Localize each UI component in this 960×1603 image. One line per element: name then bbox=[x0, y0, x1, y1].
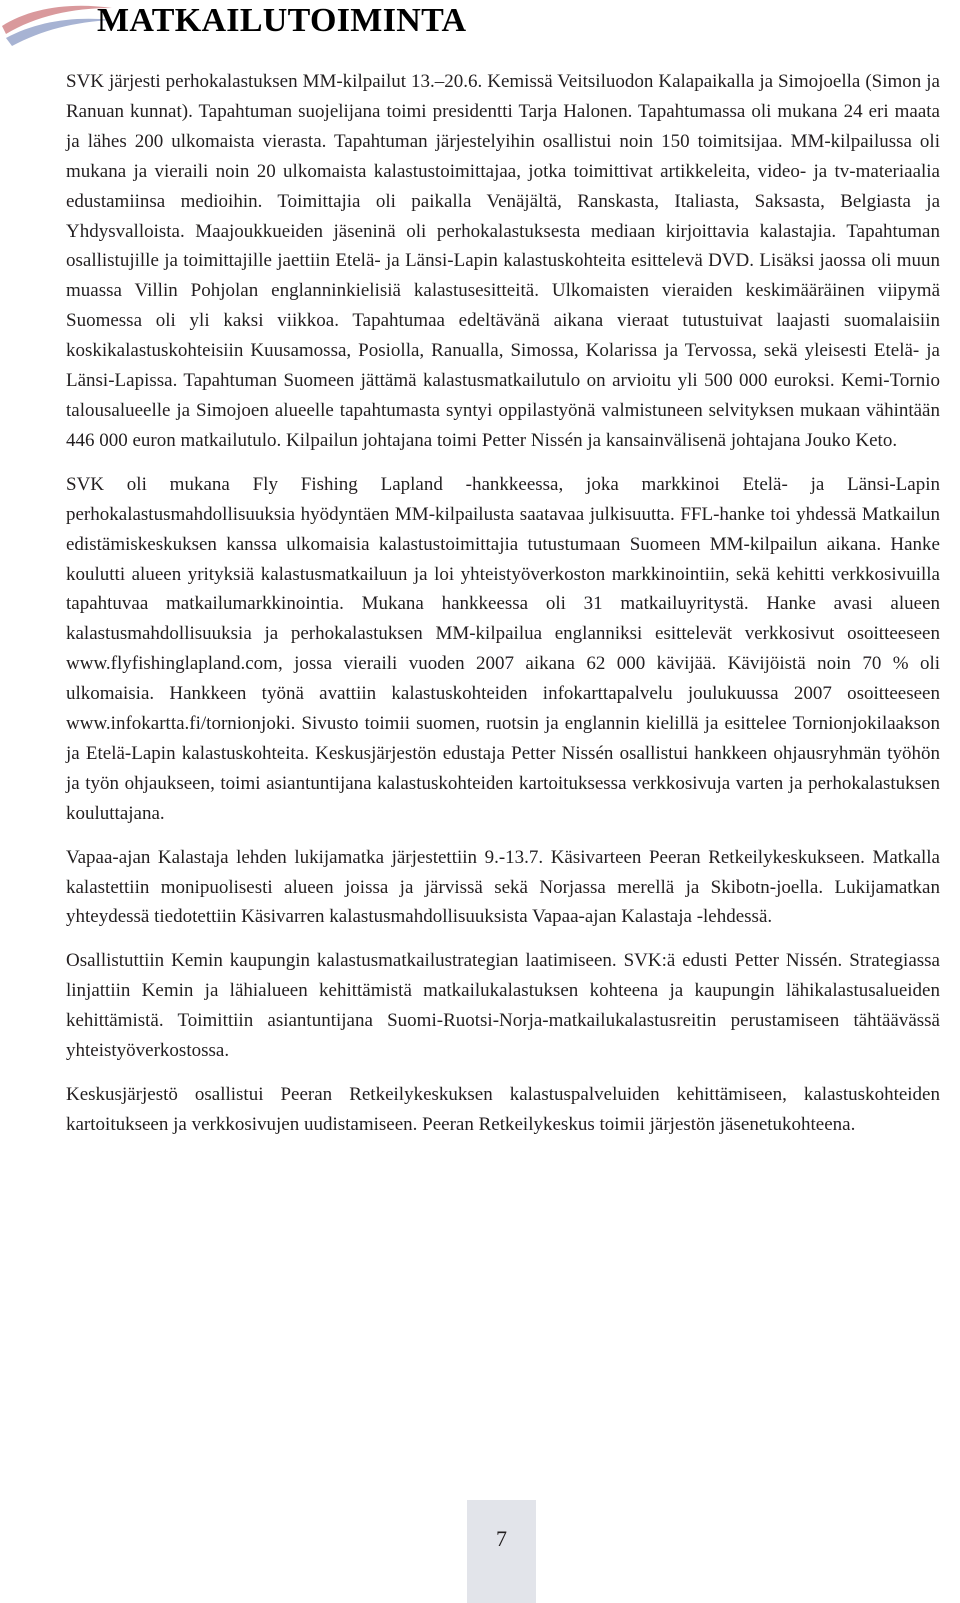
paragraph-fly-fishing-lapland: SVK oli mukana Fly Fishing Lapland -hankkeessa, joka markkinoi Etelä- ja Länsi-Lapin perhokalastusmahdollisuuksia hyödyntäen MM-kilpailusta saatavaa julkisuutta. FFL-hanke toi yhdessä Matkailun edistämiskeskuksen kanssa ulkomaisia kalastustoimittajia tutustumaan Suomeen MM-kilpailun aikana. Hanke koulutti alueen yrityksiä kalastusmatkailuun ja loi yhteistyöverkoston markkinointiin, sekä kehitti verkkosivuilla tapahtuvaa matkailumarkkinointia. Mukana hankkeessa oli 31 matkailuyritystä. Hanke avasi alueen kalastusmahdollisuuksia ja perhokalastuksen MM-kilpailua englanniksi esittelevät verkkosivut osoitteeseen www.flyfishinglapland.com, jossa vieraili vuoden 2007 aikana 62 000 kävijää. Kävijöistä noin 70 % oli ulkomaisia. Hankkeen työnä avattiin kalastuskohteiden infokarttapalvelu joulukuussa 2007 osoitteeseen www.infokartta.fi/tornionjoki. Sivusto toimii suomen, ruotsin ja englannin kielillä ja esittelee Tornionjokilaakson ja Etelä-Lapin kalastuskohteita. Keskusjärjestön edustaja Petter Nissén osallistui hankkeen ohjausryhmän työhön ja työn ohjaukseen, toimi asiantuntijana kalastuskohteiden kartoituksessa verkkosivuja varten ja perhokalastuksen kouluttajana. bbox=[66, 473, 940, 824]
page-number: 7 bbox=[496, 1526, 507, 1551]
page-number-box bbox=[467, 1500, 536, 1603]
paragraph-kemi-strategy: Osallistuttiin Kemin kaupungin kalastusmatkailustrategian laatimiseen. SVK:ä edusti Petter Nissén. Strategiassa linjattiin Kemin ja lähialueen kehittämistä matkailukalastuksen kohteena ja kaupungin lähikalastusalueiden kehittämistä. Toimittiin asiantuntijana Suomi-Ruotsi-Norja-matkailukalastusreitin perustamiseen tähtäävässä yhteistyöverkostossa. bbox=[66, 950, 940, 1062]
paragraph-world-championship: SVK järjesti perhokalastuksen MM-kilpailut 13.–20.6. Kemissä Veitsiluodon Kalapaikalla ja Simojoella (Simon ja Ranuan kunnat). Tapahtuman suojelijana toimi presidentti Tarja Halonen. Tapahtumassa oli mukana 24 eri maata ja lähes 200 ulkomaista vierasta. Tapahtuman järjestelyihin osallistui noin 150 toimitsijaa. MM-kilpailussa oli mukana ja vieraili noin 20 ulkomaista kalastustoimittajaa, jotka toimittivat artikkeleita, video- ja tv-materiaalia edustamiinsa medioihin. Toimittajia oli paikalla Venäjältä, Ranskasta, Italiasta, Saksasta, Belgiasta ja Yhdysvalloista. Maajoukkueiden jäseninä oli perhokalastuksesta mediaan kirjoittavia kalastajia. Tapahtuman osallistujille ja toimittajille jaettiin Etelä- ja Länsi-Lapin kalastuskohteita esittelevä DVD. Lisäksi jaossa oli muun muassa Villin Pohjolan englanninkielisiä kalastusesitteitä. Ulkomaisten vieraiden keskimääräinen viipymä Suomessa oli yli kaksi viikkoa. Tapahtumaa edeltävänä aikana vieraat tutustuivat laajasti suomalaisiin koskikalastuskohteisiin Kuusamossa, Posiolla, Ranualla, Simossa, Kolarissa ja Tervossa, sekä yleisesti Etelä- ja Länsi-Lapissa. Tapahtuman Suomeen jättämä kalastusmatkailutulo on arvioitu yli 500 000 euroksi. Kemi-Tornio talousalueelle ja Simojoen alueelle tapahtumasta syntyi oppilastyönä valmistuneen selvityksen mukaan vähintään 446 000 euron matkailutulo. Kilpailun johtajana toimi Petter Nissén ja kansainvälisenä johtajana Jouko Keto. bbox=[66, 71, 940, 451]
paragraph-reader-trip: Vapaa-ajan Kalastaja lehden lukijamatka järjestettiin 9.-13.7. Käsivarteen Peeran Retkeilykeskukseen. Matkalla kalastettiin monipuolisesti alueen joissa ja järvissä sekä Norjassa merellä ja Skibotn-joella. Lukijamatkan yhteydessä tiedotettiin Käsivarren kalastusmahdollisuuksista Vapaa-ajan Kalastaja -lehdessä. bbox=[66, 846, 940, 928]
paragraph-peera-centre: Keskusjärjestö osallistui Peeran Retkeilykeskuksen kalastuspalveluiden kehittämiseen, kalastuskohteiden kartoitukseen ja verkkosivujen uudistamiseen. Peeran Retkeilykeskus toimii järjestön jäsenetukohteena. bbox=[66, 1084, 940, 1135]
article-body bbox=[66, 67, 940, 1140]
page-title: MATKAILUTOIMINTA bbox=[97, 2, 467, 39]
